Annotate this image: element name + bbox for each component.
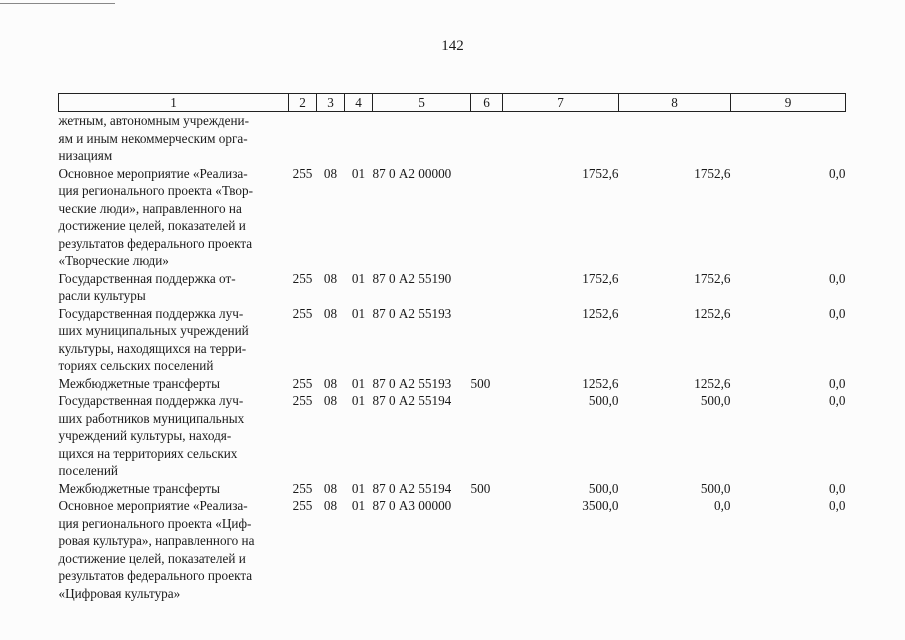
cell-amount-8 [619, 112, 731, 165]
cell-amount-7: 1252,6 [582, 375, 619, 391]
cell-amount-8: 500,0 [700, 480, 731, 496]
cell-code-4: 01 [351, 165, 366, 181]
row-name: Основное мероприятие «Реализа- ция регионального проекта «Твор- ческие люди», направленного на достижение целей, показателей и результатов федерального проекта «Творческие люди» [58, 165, 254, 268]
cell-amount-7: 1752,6 [582, 270, 619, 286]
cell-code-2: 255 [292, 270, 313, 286]
cell-code-3: 08 [323, 498, 338, 513]
cell-amount-9: 0,0 [829, 165, 846, 181]
cell-code-5 [373, 112, 471, 165]
table-row [59, 112, 846, 165]
row-name: Межбюджетные трансферты [58, 480, 220, 496]
cell-amount-7: 1252,6 [582, 305, 619, 321]
cell-code-6 [471, 497, 503, 602]
cell-amount-8: 1752,6 [694, 270, 731, 286]
column-header: 1 [59, 94, 289, 112]
cell-amount-9: 0,0 [829, 498, 846, 513]
cell-code-2: 255 [292, 480, 313, 496]
cell-code-3: 08 [323, 375, 338, 391]
row-name: Государственная поддержка луч- ших работников муниципальных учреждений культуры, находя- щихся на территориях сельских поселений [58, 393, 245, 478]
cell-code-4: 01 [351, 498, 366, 513]
column-header: 8 [619, 94, 731, 112]
cell-amount-9 [731, 112, 846, 165]
row-name: Государственная поддержка луч- ших муниципальных учреждений культуры, находящихся на терри- ториях сельских поселений [58, 305, 249, 373]
table-row [59, 305, 846, 375]
column-header: 9 [731, 94, 846, 112]
cell-code-6: 500 [470, 480, 491, 496]
scan-edge-line [0, 3, 115, 4]
cell-code-6 [471, 392, 503, 480]
cell-amount-7: 3500,0 [582, 498, 619, 513]
table-row [59, 497, 846, 602]
cell-code-2: 255 [292, 375, 313, 391]
cell-code-5: 87 0 А2 00000 [372, 165, 452, 181]
cell-amount-8: 500,0 [700, 393, 731, 408]
cell-code-4: 01 [351, 480, 366, 496]
cell-code-2 [289, 112, 317, 165]
cell-code-6: 500 [470, 375, 491, 391]
cell-code-3: 08 [323, 270, 338, 286]
cell-code-5: 87 0 А3 00000 [372, 498, 452, 513]
cell-code-5: 87 0 А2 55193 [372, 305, 452, 321]
row-name: Основное мероприятие «Реализа- ция регионального проекта «Циф- ровая культура», направленного на достижение целей, показателей и результатов федерального проекта «Цифровая культура» [58, 498, 255, 601]
cell-code-5: 87 0 А2 55190 [372, 270, 452, 286]
cell-code-2: 255 [292, 165, 313, 181]
table-row [59, 375, 846, 393]
table-row [59, 165, 846, 270]
row-name: Межбюджетные трансферты [58, 375, 220, 391]
table-row [59, 270, 846, 305]
header-row [59, 94, 846, 112]
column-header: 4 [345, 94, 373, 112]
cell-code-3 [317, 112, 345, 165]
cell-amount-8: 1752,6 [694, 165, 731, 181]
table-row [59, 480, 846, 498]
cell-code-4: 01 [351, 270, 366, 286]
cell-code-5: 87 0 А2 55194 [372, 393, 452, 408]
cell-amount-7: 500,0 [588, 393, 619, 408]
budget-table-container [58, 93, 845, 602]
cell-code-3: 08 [323, 305, 338, 321]
cell-amount-9: 0,0 [829, 305, 846, 321]
cell-code-4 [345, 112, 373, 165]
row-name: жетным, автономным учреждени- ям и иным некоммерческим орга- низациям [58, 113, 250, 163]
cell-code-6 [471, 270, 503, 305]
cell-code-6 [471, 165, 503, 270]
cell-code-3: 08 [323, 480, 338, 496]
cell-amount-8: 1252,6 [694, 375, 731, 391]
cell-code-3: 08 [323, 165, 338, 181]
cell-code-4: 01 [351, 305, 366, 321]
cell-amount-9: 0,0 [829, 393, 846, 408]
table-row [59, 392, 846, 480]
column-header: 6 [471, 94, 503, 112]
row-name: Государственная поддержка от- расли культуры [58, 270, 236, 303]
cell-code-2: 255 [292, 498, 313, 513]
column-header: 7 [503, 94, 619, 112]
cell-code-5: 87 0 А2 55193 [372, 375, 452, 391]
cell-code-5: 87 0 А2 55194 [372, 480, 452, 496]
cell-code-3: 08 [323, 393, 338, 408]
cell-code-4: 01 [351, 375, 366, 391]
cell-code-6 [471, 112, 503, 165]
page-number: 142 [441, 38, 464, 54]
cell-code-6 [471, 305, 503, 375]
column-header: 3 [317, 94, 345, 112]
budget-table [58, 93, 846, 602]
cell-amount-7: 1752,6 [582, 165, 619, 181]
cell-amount-8: 1252,6 [694, 305, 731, 321]
cell-code-2: 255 [292, 305, 313, 321]
cell-amount-9: 0,0 [829, 270, 846, 286]
cell-amount-7: 500,0 [588, 480, 619, 496]
cell-amount-9: 0,0 [829, 375, 846, 391]
column-header: 2 [289, 94, 317, 112]
cell-code-2: 255 [292, 393, 313, 408]
cell-amount-7 [503, 112, 619, 165]
cell-amount-8: 0,0 [714, 498, 731, 513]
column-header: 5 [373, 94, 471, 112]
cell-code-4: 01 [351, 393, 366, 408]
cell-amount-9: 0,0 [829, 480, 846, 496]
